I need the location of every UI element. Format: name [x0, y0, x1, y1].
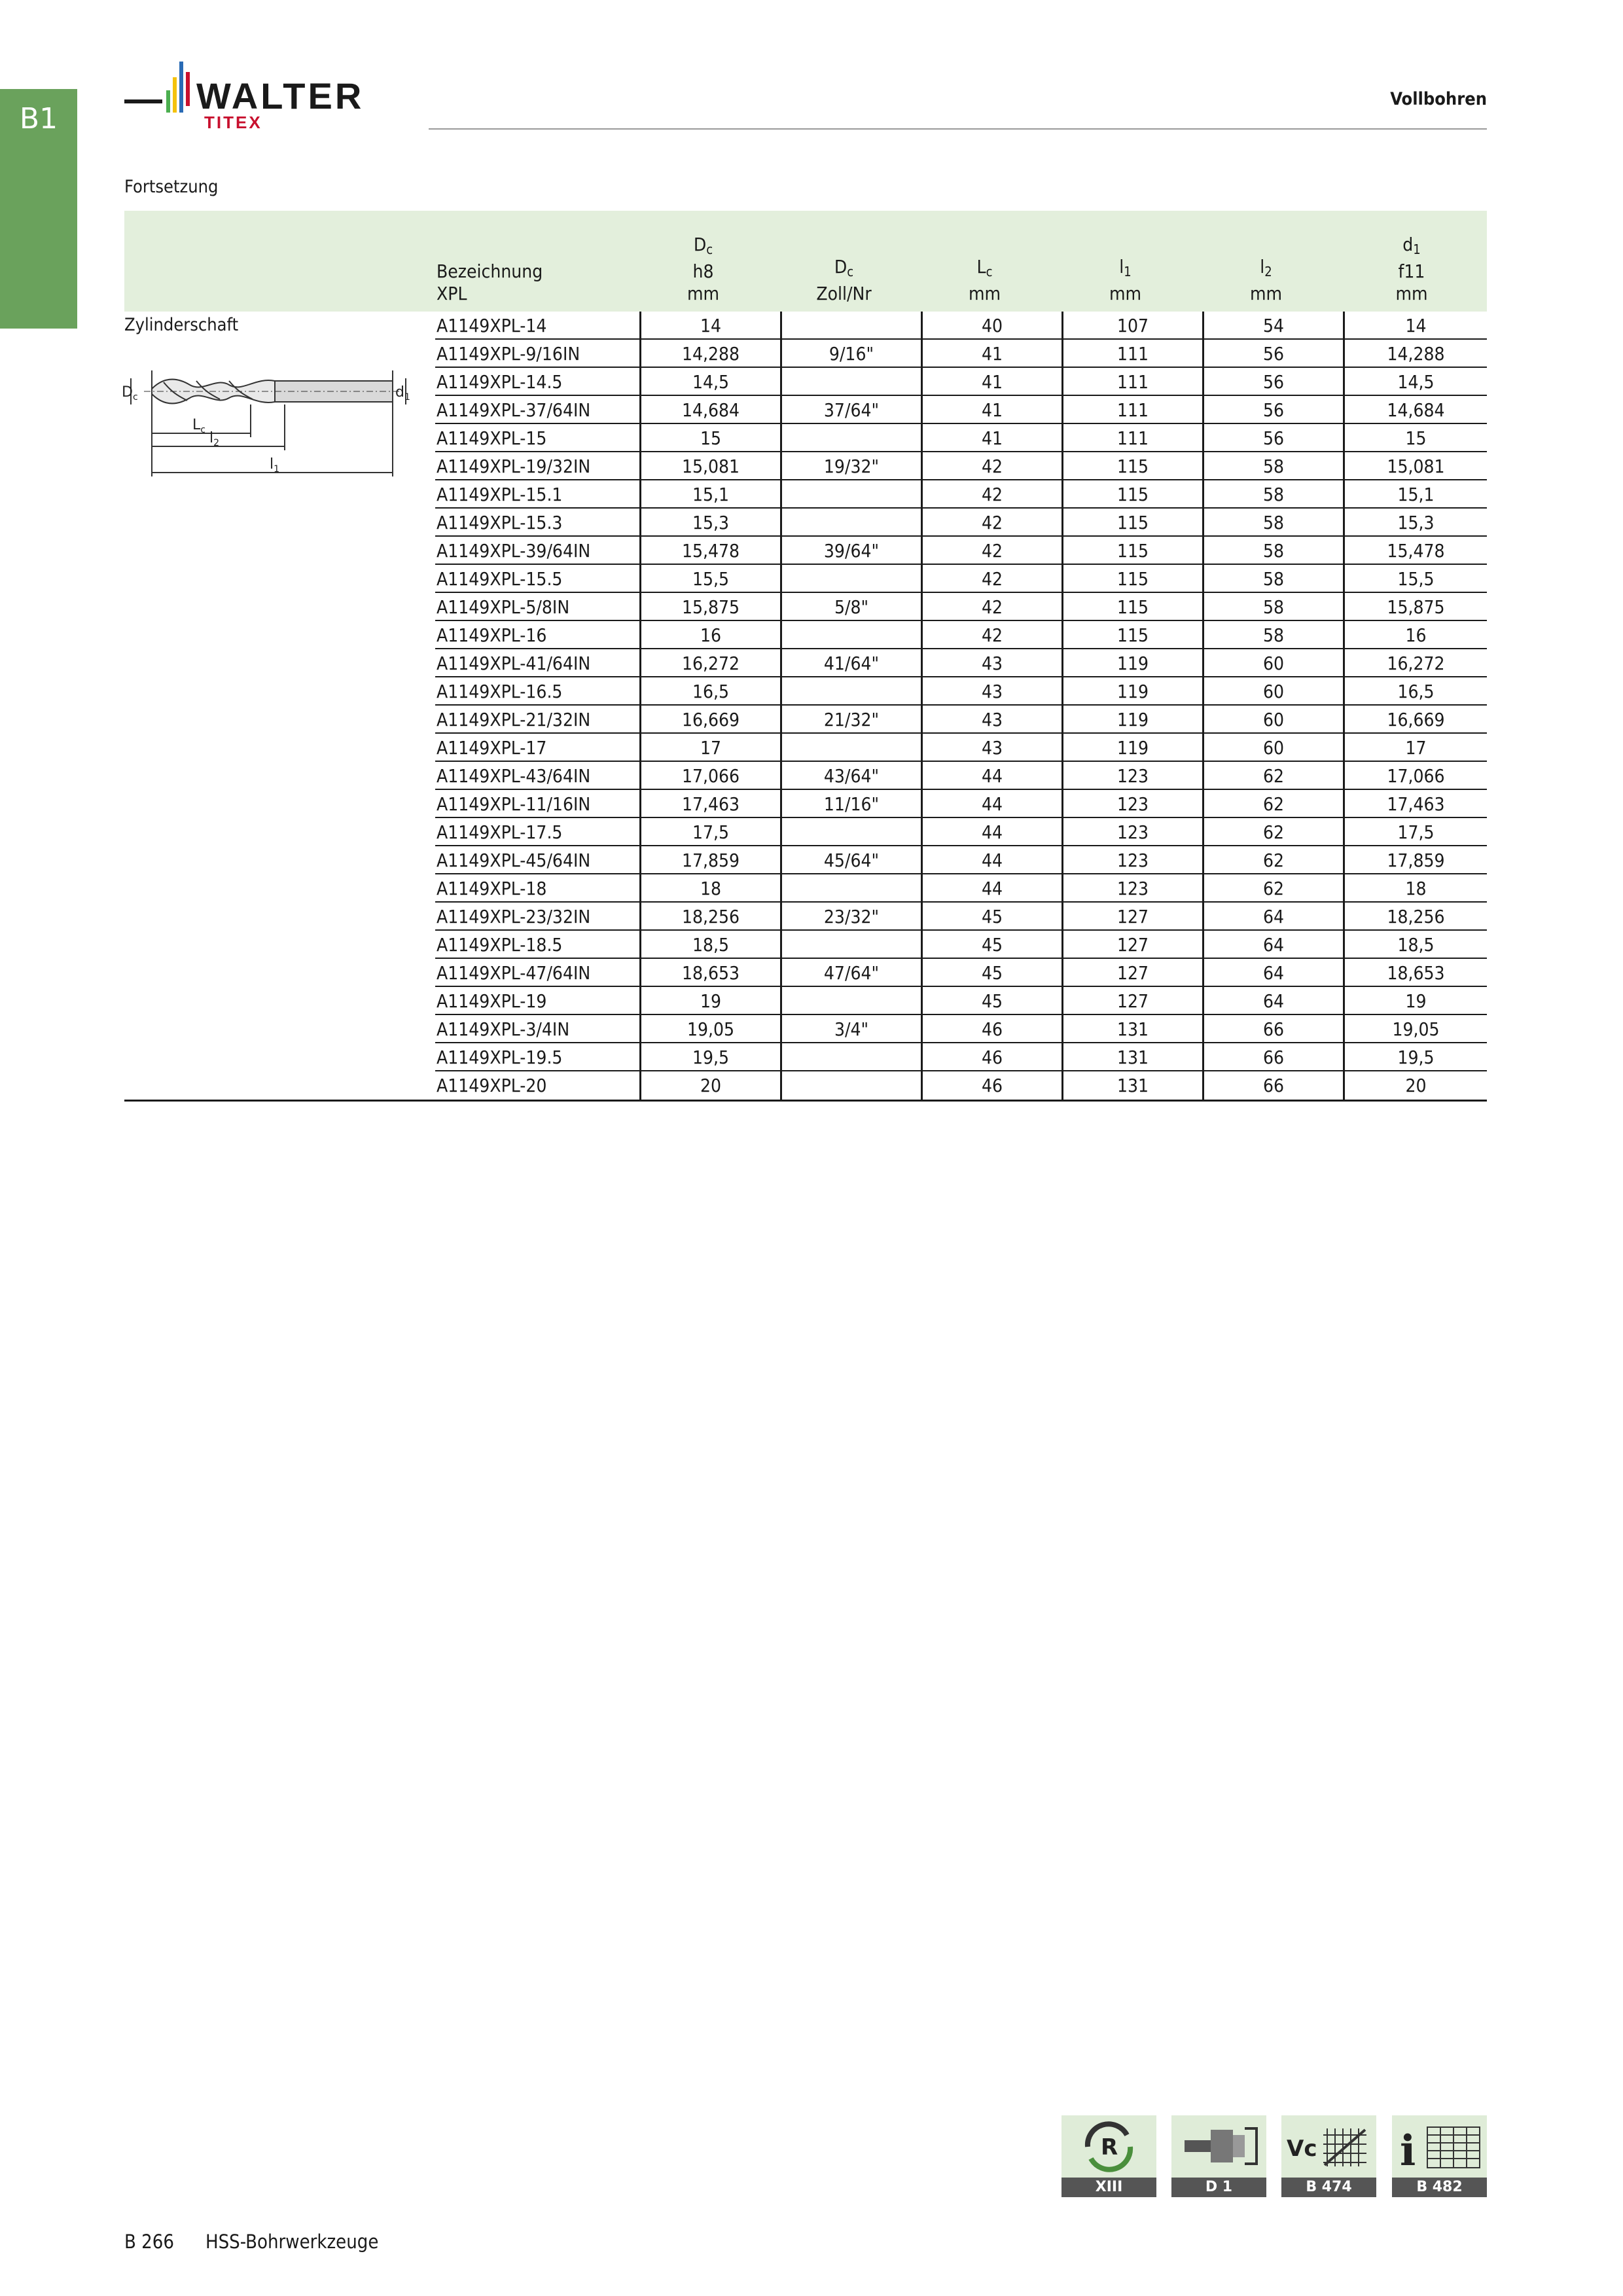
table-cell: 41 — [921, 396, 1061, 424]
table-cell: 16,669 — [1343, 706, 1487, 734]
logo-subtext: TITEX — [204, 113, 262, 132]
table-row — [435, 621, 1487, 649]
table-row — [435, 593, 1487, 621]
svg-text:R: R — [1101, 2134, 1118, 2161]
table-cell: 66 — [1202, 1071, 1343, 1100]
table-cell: 14,684 — [639, 396, 780, 424]
table-cell: 123 — [1061, 790, 1202, 818]
table-cell: 16,272 — [1343, 649, 1487, 677]
table-cell: 42 — [921, 621, 1061, 649]
table-cell: 42 — [921, 480, 1061, 509]
table-cell: A1149XPL-11/16IN — [437, 793, 591, 815]
table-cell: 107 — [1061, 312, 1202, 340]
table-cell: 44 — [921, 790, 1061, 818]
table-cell: 62 — [1202, 874, 1343, 903]
table-cell: 56 — [1202, 424, 1343, 452]
table-cell: 17,066 — [639, 762, 780, 790]
l2-label: $l_2$ — [209, 430, 220, 448]
table-row — [435, 706, 1487, 734]
table-cell: 14,5 — [1343, 368, 1487, 396]
table-cell: 119 — [1061, 734, 1202, 762]
table-cell: 45/64" — [780, 846, 921, 874]
table-cell: 58 — [1202, 537, 1343, 565]
header-d1: $d_1$ f11 mm — [1395, 234, 1428, 304]
table-cell: 16 — [1343, 621, 1487, 649]
table-cell: 17 — [1343, 734, 1487, 762]
table-cell: 17,5 — [639, 818, 780, 846]
table-cell: 60 — [1202, 649, 1343, 677]
table-cell: 43 — [921, 734, 1061, 762]
table-row — [435, 340, 1487, 368]
table-cell: 43 — [921, 706, 1061, 734]
table-cell: 58 — [1202, 452, 1343, 480]
table-cell: A1149XPL-15.1 — [437, 484, 563, 505]
table-cell: A1149XPL-37/64IN — [437, 399, 591, 421]
table-cell: 3/4" — [780, 1015, 921, 1043]
table-cell: 66 — [1202, 1015, 1343, 1043]
section-tab — [0, 89, 77, 329]
table-cell — [780, 1071, 921, 1100]
table-cell: A1149XPL-45/64IN — [437, 850, 591, 871]
shank-type-label: Zylinderschaft — [124, 315, 239, 335]
section-title: Vollbohren — [1390, 89, 1487, 109]
header-lc: $L_c$ mm — [968, 256, 1001, 304]
table-cell: 42 — [921, 509, 1061, 537]
regrind-icon — [1061, 2115, 1156, 2178]
table-cell: 15,478 — [639, 537, 780, 565]
table-cell: 42 — [921, 452, 1061, 480]
table-cell: 23/32" — [780, 903, 921, 931]
table-cell: 17,859 — [1343, 846, 1487, 874]
table-cell: 17,5 — [1343, 818, 1487, 846]
lc-label: $L_c$ — [192, 417, 205, 435]
table-cell: 60 — [1202, 734, 1343, 762]
table-cell — [780, 312, 921, 340]
table-cell: A1149XPL-16.5 — [437, 681, 563, 702]
table-cell: 11/16" — [780, 790, 921, 818]
table-row — [435, 649, 1487, 677]
table-cell: 131 — [1061, 1043, 1202, 1071]
table-cell: 15,875 — [639, 593, 780, 621]
table-cell: A1149XPL-15 — [437, 427, 547, 449]
info-icon — [1392, 2115, 1487, 2178]
table-cell: 111 — [1061, 396, 1202, 424]
logo-wordmark: WALTER — [196, 75, 365, 117]
table-cell: A1149XPL-41/64IN — [437, 653, 591, 674]
table-cell: A1149XPL-14.5 — [437, 371, 563, 393]
table-cell: 45 — [921, 987, 1061, 1015]
table-cell: 43 — [921, 677, 1061, 706]
table-cell: 127 — [1061, 931, 1202, 959]
table-row — [435, 818, 1487, 846]
table-row — [435, 903, 1487, 931]
table-cell: 46 — [921, 1043, 1061, 1071]
table-cell — [780, 931, 921, 959]
table-cell: A1149XPL-9/16IN — [437, 343, 580, 365]
table-cell: 18,256 — [639, 903, 780, 931]
header-l2: $l_2$ mm — [1249, 256, 1283, 304]
table-cell: 15,3 — [639, 509, 780, 537]
table-cell — [780, 565, 921, 593]
table-cell: 41/64" — [780, 649, 921, 677]
table-cell: 14,684 — [1343, 396, 1487, 424]
chuck-reference-label: D 1 — [1171, 2178, 1266, 2197]
info-reference-label: B 482 — [1392, 2178, 1487, 2197]
table-cell: 56 — [1202, 396, 1343, 424]
table-cell: 19,5 — [639, 1043, 780, 1071]
table-cell: 15 — [1343, 424, 1487, 452]
table-cell: 127 — [1061, 959, 1202, 987]
table-cell: A1149XPL-19/32IN — [437, 456, 591, 477]
table-row — [435, 509, 1487, 537]
header-dc-inch: $D_c$ Zoll/Nr — [816, 256, 872, 304]
table-cell: 111 — [1061, 368, 1202, 396]
table-cell: 19,5 — [1343, 1043, 1487, 1071]
table-cell: 43 — [921, 649, 1061, 677]
table-row — [435, 424, 1487, 452]
table-row — [435, 537, 1487, 565]
table-cell: 15,1 — [639, 480, 780, 509]
table-cell: A1149XPL-15.5 — [437, 568, 563, 590]
table-cell: 64 — [1202, 959, 1343, 987]
table-cell: 40 — [921, 312, 1061, 340]
table-cell: 119 — [1061, 649, 1202, 677]
cutting-data-icon — [1281, 2115, 1376, 2178]
table-cell: 17,859 — [639, 846, 780, 874]
table-cell: 46 — [921, 1015, 1061, 1043]
table-cell: 19,05 — [1343, 1015, 1487, 1043]
table-cell: 14,5 — [639, 368, 780, 396]
table-cell: 18,5 — [1343, 931, 1487, 959]
table-cell: 46 — [921, 1071, 1061, 1100]
table-cell: 16 — [639, 621, 780, 649]
table-cell: 115 — [1061, 480, 1202, 509]
table-cell: 16,5 — [1343, 677, 1487, 706]
table-cell: A1149XPL-15.3 — [437, 512, 563, 533]
table-cell: 9/16" — [780, 340, 921, 368]
table-cell: 18,653 — [639, 959, 780, 987]
table-cell: 14,288 — [1343, 340, 1487, 368]
table-cell: 42 — [921, 593, 1061, 621]
table-cell — [780, 874, 921, 903]
table-cell: 18 — [639, 874, 780, 903]
l1-label: $l_1$ — [270, 456, 280, 475]
table-cell: 54 — [1202, 312, 1343, 340]
header-dc-h8: $D_c$ h8 mm — [687, 234, 720, 304]
table-cell: 18 — [1343, 874, 1487, 903]
header-l1: $l_1$ mm — [1109, 256, 1142, 304]
table-cell: 123 — [1061, 762, 1202, 790]
page-number: B 266 — [124, 2231, 174, 2253]
table-cell: 115 — [1061, 621, 1202, 649]
table-cell: 15,5 — [1343, 565, 1487, 593]
table-cell: 123 — [1061, 846, 1202, 874]
regrind-reference[interactable] — [1061, 2115, 1156, 2197]
table-cell: 58 — [1202, 565, 1343, 593]
table-cell: 62 — [1202, 762, 1343, 790]
info-reference[interactable] — [1392, 2115, 1487, 2197]
d1-label: $d_1$ — [395, 384, 410, 403]
table-cell: 15,1 — [1343, 480, 1487, 509]
table-cell: A1149XPL-21/32IN — [437, 709, 591, 730]
table-cell: 14,288 — [639, 340, 780, 368]
table-cell — [780, 509, 921, 537]
footer-title: HSS-Bohrwerkzeuge — [205, 2231, 379, 2253]
table-cell: 60 — [1202, 706, 1343, 734]
table-cell: 15,3 — [1343, 509, 1487, 537]
table-cell: 64 — [1202, 987, 1343, 1015]
table-cell: 127 — [1061, 903, 1202, 931]
cutting-data-reference-label: B 474 — [1281, 2178, 1376, 2197]
table-row — [435, 987, 1487, 1015]
table-cell: 39/64" — [780, 537, 921, 565]
table-cell: A1149XPL-39/64IN — [437, 540, 591, 562]
table-row — [435, 452, 1487, 480]
table-row — [435, 790, 1487, 818]
table-cell — [780, 818, 921, 846]
table-cell: 17 — [639, 734, 780, 762]
table-row — [435, 874, 1487, 903]
table-cell — [780, 424, 921, 452]
table-cell: 66 — [1202, 1043, 1343, 1071]
table-cell: 115 — [1061, 565, 1202, 593]
table-cell: 21/32" — [780, 706, 921, 734]
cutting-data-reference[interactable] — [1281, 2115, 1376, 2197]
table-cell — [780, 987, 921, 1015]
regrind-reference-label: XIII — [1061, 2178, 1156, 2197]
table-cell: 19,05 — [639, 1015, 780, 1043]
table-cell: A1149XPL-23/32IN — [437, 906, 591, 927]
table-cell: 111 — [1061, 424, 1202, 452]
table-cell: 37/64" — [780, 396, 921, 424]
table-cell: 45 — [921, 959, 1061, 987]
table-cell: 18,256 — [1343, 903, 1487, 931]
dc-label: $D_c$ — [122, 384, 138, 403]
table-cell: 18,5 — [639, 931, 780, 959]
table-cell: A1149XPL-17 — [437, 737, 547, 759]
svg-text:i: i — [1400, 2126, 1416, 2176]
table-cell: 16,5 — [639, 677, 780, 706]
table-header — [124, 211, 1487, 312]
table-cell: 16,272 — [639, 649, 780, 677]
continuation-label: Fortsetzung — [124, 177, 219, 197]
table-cell: 17,463 — [639, 790, 780, 818]
table-cell: 43/64" — [780, 762, 921, 790]
table-cell: 15,5 — [639, 565, 780, 593]
table-cell: 42 — [921, 565, 1061, 593]
table-cell: 14 — [1343, 312, 1487, 340]
table-row — [435, 762, 1487, 790]
table-cell: 44 — [921, 846, 1061, 874]
svg-text:Vc: Vc — [1287, 2136, 1317, 2162]
table-cell: 16,669 — [639, 706, 780, 734]
table-cell: 15 — [639, 424, 780, 452]
table-cell: 17,066 — [1343, 762, 1487, 790]
table-cell: 62 — [1202, 790, 1343, 818]
table-cell: A1149XPL-18 — [437, 878, 547, 899]
reference-icons — [1061, 2115, 1487, 2197]
chuck-icon — [1171, 2115, 1266, 2178]
table-cell: 62 — [1202, 818, 1343, 846]
table-cell: A1149XPL-16 — [437, 624, 547, 646]
table-cell: 45 — [921, 931, 1061, 959]
table-cell: 58 — [1202, 621, 1343, 649]
table-cell: 19 — [639, 987, 780, 1015]
table-cell: A1149XPL-20 — [437, 1075, 547, 1096]
table-row — [435, 312, 1487, 340]
table-row — [435, 1043, 1487, 1071]
table-row — [435, 565, 1487, 593]
table-cell: 58 — [1202, 509, 1343, 537]
table-cell: 15,875 — [1343, 593, 1487, 621]
table-row — [435, 734, 1487, 762]
table-cell: 41 — [921, 368, 1061, 396]
table-cell: 123 — [1061, 874, 1202, 903]
table-cell — [780, 480, 921, 509]
table-cell: 15,478 — [1343, 537, 1487, 565]
table-cell: A1149XPL-19 — [437, 990, 547, 1012]
table-row — [435, 931, 1487, 959]
table-cell: A1149XPL-14 — [437, 315, 547, 336]
table-row — [435, 846, 1487, 874]
table-cell: 64 — [1202, 903, 1343, 931]
product-table — [435, 312, 1487, 1100]
table-cell: 5/8" — [780, 593, 921, 621]
table-cell: 41 — [921, 424, 1061, 452]
table-cell: 15,081 — [1343, 452, 1487, 480]
table-cell: A1149XPL-18.5 — [437, 934, 563, 956]
table-cell: 19/32" — [780, 452, 921, 480]
table-row — [435, 396, 1487, 424]
table-row — [435, 1015, 1487, 1043]
table-cell: 44 — [921, 874, 1061, 903]
table-cell: 131 — [1061, 1015, 1202, 1043]
table-cell — [780, 368, 921, 396]
table-cell — [780, 677, 921, 706]
table-cell: 115 — [1061, 452, 1202, 480]
table-cell: A1149XPL-5/8IN — [437, 596, 570, 618]
table-bottom-rule — [124, 1100, 1487, 1102]
table-cell: 41 — [921, 340, 1061, 368]
table-cell: 15,081 — [639, 452, 780, 480]
table-cell: A1149XPL-47/64IN — [437, 962, 591, 984]
table-cell: 127 — [1061, 987, 1202, 1015]
header-divider — [429, 128, 1487, 130]
table-cell — [780, 621, 921, 649]
table-cell — [780, 1043, 921, 1071]
table-cell: 56 — [1202, 368, 1343, 396]
table-cell: A1149XPL-3/4IN — [437, 1018, 570, 1040]
table-cell: 115 — [1061, 537, 1202, 565]
table-cell: 47/64" — [780, 959, 921, 987]
drill-drawing — [124, 365, 412, 483]
table-cell: 18,653 — [1343, 959, 1487, 987]
table-cell: 42 — [921, 537, 1061, 565]
table-cell: 64 — [1202, 931, 1343, 959]
table-cell: 56 — [1202, 340, 1343, 368]
table-cell: 58 — [1202, 593, 1343, 621]
chuck-reference[interactable] — [1171, 2115, 1266, 2197]
table-cell: 14 — [639, 312, 780, 340]
table-cell: 20 — [1343, 1071, 1487, 1100]
table-cell: 20 — [639, 1071, 780, 1100]
table-cell: 119 — [1061, 706, 1202, 734]
table-row — [435, 368, 1487, 396]
page-footer — [124, 2231, 410, 2253]
header-designation: Bezeichnung XPL — [437, 260, 543, 304]
table-cell — [780, 734, 921, 762]
section-tab-label: B1 — [19, 102, 58, 135]
table-row — [435, 480, 1487, 509]
table-cell: 45 — [921, 903, 1061, 931]
table-cell: A1149XPL-19.5 — [437, 1047, 563, 1068]
table-cell: A1149XPL-17.5 — [437, 821, 563, 843]
table-cell: 111 — [1061, 340, 1202, 368]
table-row — [435, 959, 1487, 987]
table-cell: 19 — [1343, 987, 1487, 1015]
table-cell: 44 — [921, 818, 1061, 846]
table-cell: 60 — [1202, 677, 1343, 706]
table-cell: 119 — [1061, 677, 1202, 706]
table-row — [435, 677, 1487, 706]
table-cell: 131 — [1061, 1071, 1202, 1100]
table-row — [435, 1071, 1487, 1100]
table-cell: A1149XPL-43/64IN — [437, 765, 591, 787]
table-cell: 17,463 — [1343, 790, 1487, 818]
table-cell: 62 — [1202, 846, 1343, 874]
table-cell: 44 — [921, 762, 1061, 790]
table-cell: 123 — [1061, 818, 1202, 846]
walter-titex-logo — [123, 58, 404, 136]
table-cell: 58 — [1202, 480, 1343, 509]
table-cell: 115 — [1061, 593, 1202, 621]
table-cell: 115 — [1061, 509, 1202, 537]
